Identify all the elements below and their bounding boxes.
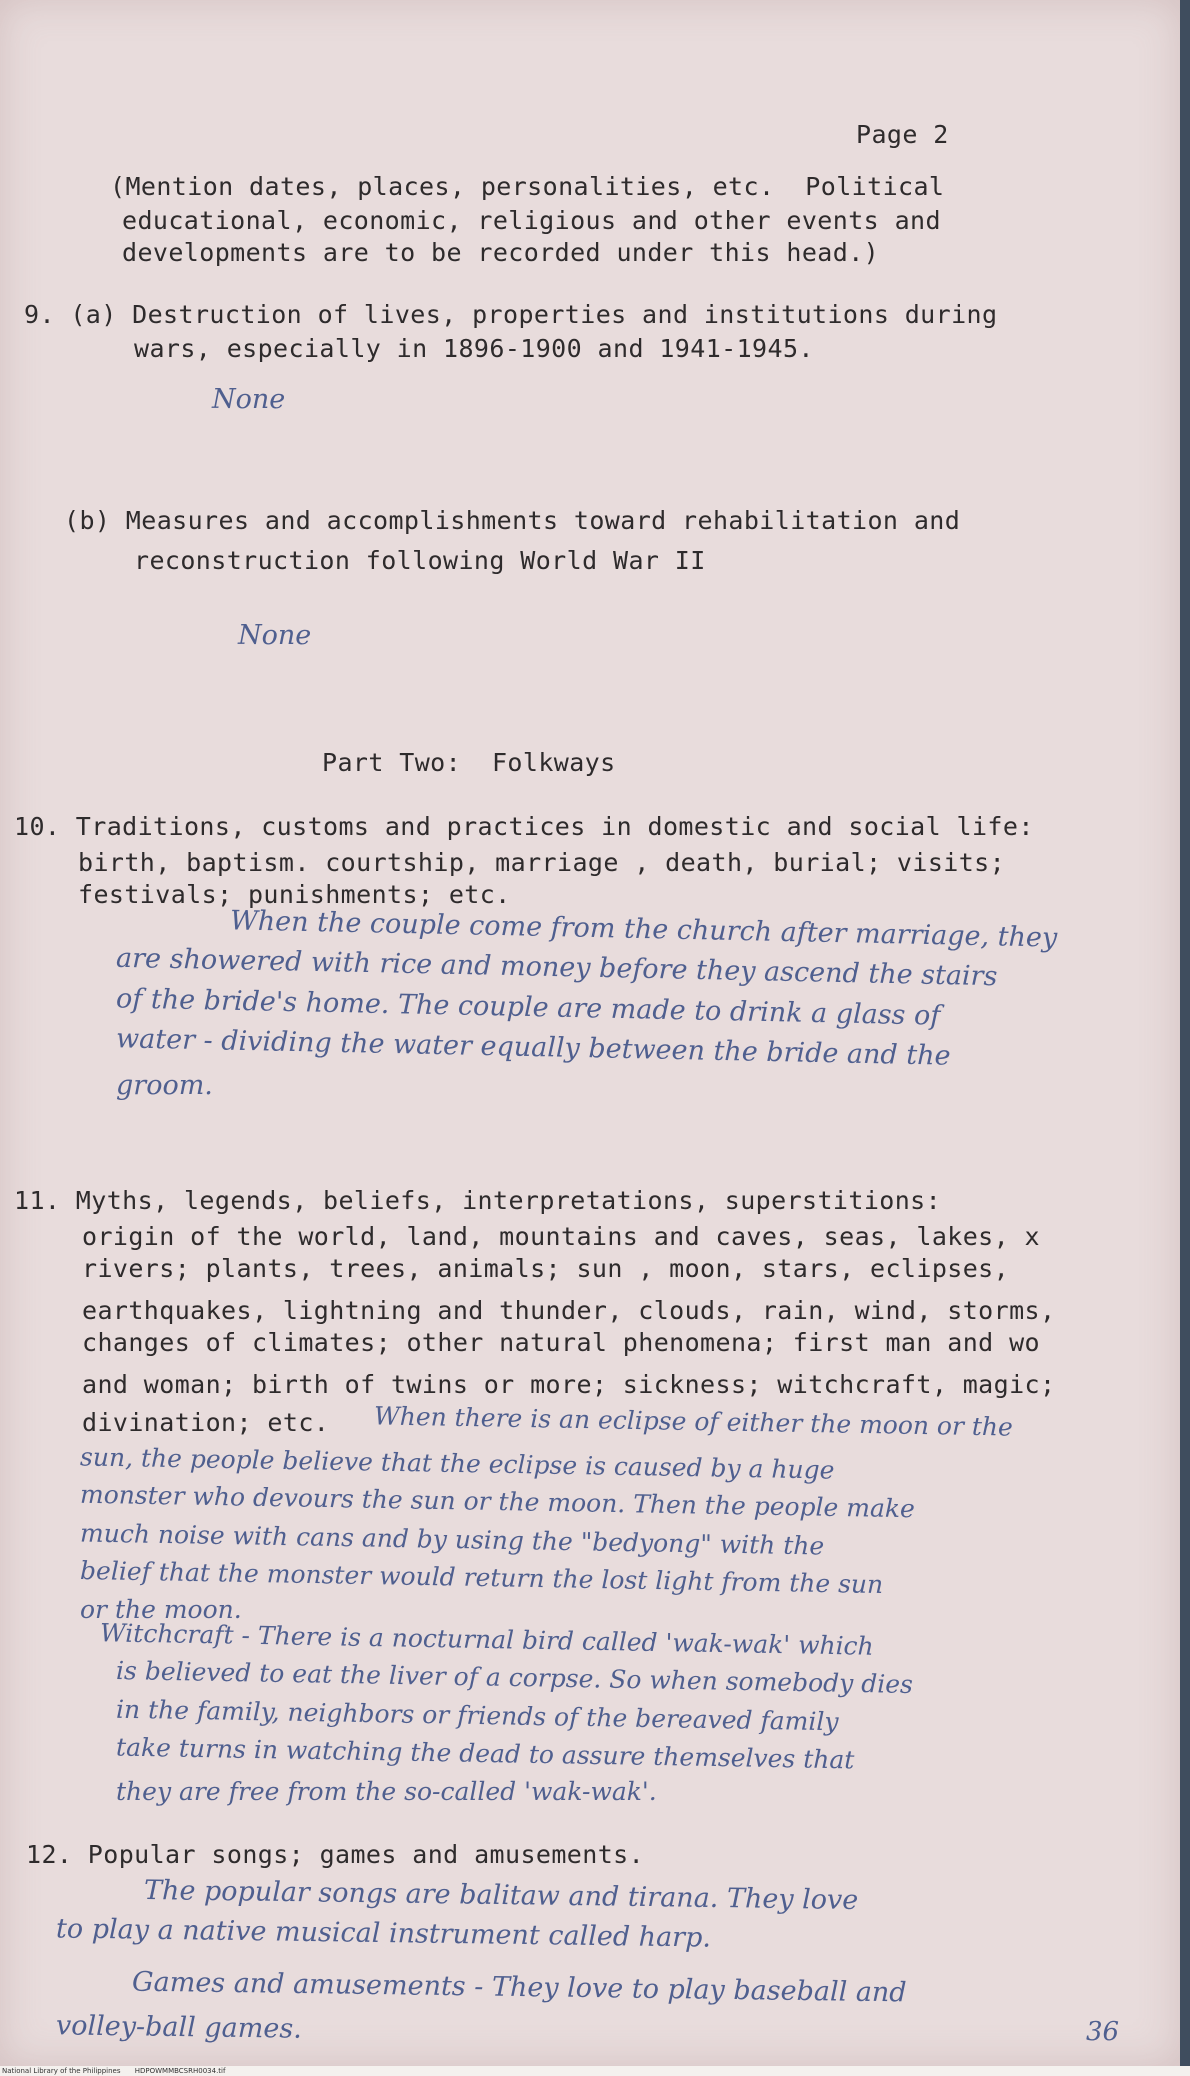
item-11-line: changes of climates; other natural phenomena; first man and wo [82, 1328, 1040, 1357]
page-number: Page 2 [856, 120, 949, 149]
item-9b-line: (b) Measures and accomplishments toward rehabilitation and [64, 506, 961, 535]
item-10-line: birth, baptism. courtship, marriage , death, burial; visits; [78, 848, 1006, 877]
item-11-answer-line: belief that the monster would return the lost light from the sun [79, 1555, 884, 1600]
item-10-answer-line: groom. [116, 1070, 213, 1101]
item-9b-line: reconstruction following World War II [134, 546, 706, 575]
item-11-answer-line: they are free from the so-called 'wak-wak'. [116, 1777, 657, 1806]
item-11-line: rivers; plants, trees, animals; sun , moon, stars, eclipses, [82, 1254, 1010, 1283]
footer-file: HDPOWMMBCSRH0034.tif [134, 2067, 226, 2075]
scan-edge [1180, 0, 1190, 2076]
item-11-answer-line: is believed to eat the liver of a corpse. So when somebody dies [115, 1656, 914, 1699]
item-12-answer-line: The popular songs are balitaw and tirana. They love [143, 1875, 859, 1916]
intro-line: educational, economic, religious and other events and [122, 206, 941, 235]
item-11-answer-line: sun, the people believe that the eclipse is caused by a huge [79, 1442, 835, 1485]
footer-library: National Library of the Philippines [2, 2067, 121, 2075]
item-11-answer-line: monster who devours the sun or the moon. Then the people make [79, 1479, 916, 1524]
item-9a-line: 9. (a) Destruction of lives, properties and institutions during [24, 300, 998, 329]
item-11-answer-inline: When there is an eclipse of either the moon or the [373, 1401, 1014, 1442]
item-11-line: earthquakes, lightning and thunder, clouds, rain, wind, storms, [82, 1296, 1056, 1325]
item-12-answer-line: volley-ball games. [55, 2010, 302, 2045]
item-12-answer-line: to play a native musical instrument called harp. [55, 1913, 712, 1954]
item-11-answer-line: Witchcraft - There is a nocturnal bird called 'wak-wak' which [99, 1618, 874, 1661]
scan-footer [0, 2066, 1190, 2076]
bleed-through-text [120, 470, 799, 498]
item-11-answer-line: or the moon. [80, 1595, 242, 1624]
intro-line: developments are to be recorded under this head.) [122, 238, 880, 267]
item-11-answer-line: in the family, neighbors or friends of the bereaved family [115, 1694, 839, 1737]
item-9a-answer: None [212, 384, 286, 415]
folio-number: 36 [1086, 2017, 1120, 2047]
item-9b-answer: None [238, 620, 312, 651]
item-10-line: 10. Traditions, customs and practices in domestic and social life: [14, 812, 1034, 841]
item-10-answer-line: water - dividing the water equally between the bride and the [115, 1023, 951, 1072]
part-title: Part Two: Folkways [322, 748, 616, 777]
intro-line: (Mention dates, places, personalities, etc. Political [110, 172, 945, 201]
item-12-line: 12. Popular songs; games and amusements. [26, 1840, 645, 1869]
item-11-line: divination; etc. [82, 1408, 330, 1437]
item-12-answer-line: Games and amusements - They love to play baseball and [131, 1966, 907, 2009]
item-10-line: festivals; punishments; etc. [78, 880, 511, 909]
item-10-answer-line: of the bride's home. The couple are made to drink a glass of [115, 983, 941, 1032]
item-11-line: origin of the world, land, mountains and caves, seas, lakes, x [82, 1222, 1040, 1251]
item-9a-line: wars, especially in 1896-1900 and 1941-1945. [134, 334, 814, 363]
item-11-answer-line: much noise with cans and by using the "bedyong" with the [79, 1518, 825, 1561]
item-11-answer-line: take turns in watching the dead to assure themselves that [115, 1732, 855, 1775]
item-11-line: 11. Myths, legends, beliefs, interpretations, superstitions: [14, 1186, 942, 1215]
item-10-answer-line: When the couple come from the church after marriage, they [229, 905, 1058, 954]
item-11-line: and woman; birth of twins or more; sickness; witchcraft, magic; [82, 1370, 1056, 1399]
item-10-answer-line: are showered with rice and money before they ascend the stairs [115, 942, 998, 993]
